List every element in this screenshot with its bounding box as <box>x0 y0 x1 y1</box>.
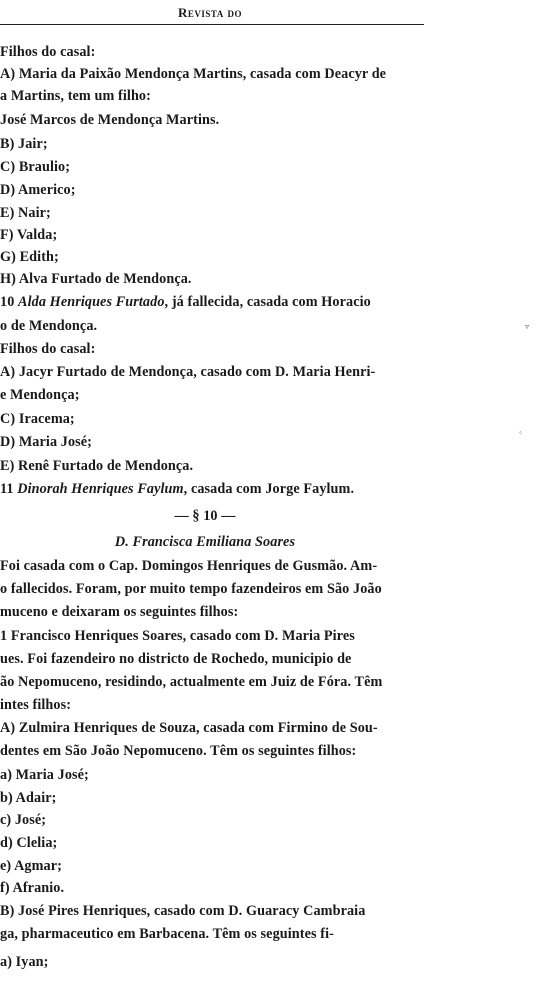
scan-speck: ▿ <box>525 322 530 331</box>
text-line: 1 Francisco Henriques Soares, casado com D. Maria Pires <box>0 628 355 644</box>
text-line: 11 Dinorah Henriques Faylum, casada com Jorge Faylum. <box>0 481 355 497</box>
text-line: A) Jacyr Furtado de Mendonça, casado com D. Maria Henri- <box>0 364 376 380</box>
text-line: H) Alva Furtado de Mendonça. <box>0 271 192 287</box>
text-line: ues. Foi fazendeiro no districto de Rochedo, municipio de <box>0 651 352 667</box>
text-line: d) Clelia; <box>0 835 58 851</box>
text-line: E) Nair; <box>0 205 51 221</box>
text-line: o de Mendonça. <box>0 318 98 334</box>
text-line: b) Adair; <box>0 790 57 806</box>
text-line: a) Iyan; <box>0 954 49 970</box>
text-line: o fallecidos. Foram, por muito tempo fazendeiros em São João <box>0 581 382 597</box>
text-line: Foi casada com o Cap. Domingos Henriques de Gusmão. Am- <box>0 558 378 574</box>
person-name: Dinorah Henriques Faylum <box>17 481 184 497</box>
text-line: e) Agmar; <box>0 858 62 874</box>
person-name: Alda Henriques Furtado <box>18 294 165 310</box>
text-line: Filhos do casal: <box>0 341 96 357</box>
text-line: A) Zulmira Henriques de Souza, casada com Firmino de Sou- <box>0 720 378 736</box>
text-line: C) Iracema; <box>0 411 75 427</box>
text-line: D) Maria José; <box>0 434 93 450</box>
text-line: D) Americo; <box>0 182 76 198</box>
text-line: ão Nepomuceno, residindo, actualmente em Juiz de Fóra. Têm <box>0 674 383 690</box>
text-line <box>0 292 371 312</box>
text-line: E) Renê Furtado de Mendonça. <box>0 458 194 474</box>
text-line: F) Valda; <box>0 227 58 243</box>
text-line: a) Maria José; <box>0 767 89 783</box>
text-line: B) Jair; <box>0 136 48 152</box>
text-line: Filhos do casal: <box>0 44 96 60</box>
text-line: f) Afranio. <box>0 880 65 896</box>
text-line: c) José; <box>0 812 47 828</box>
page-header: Revista do <box>178 5 242 20</box>
text-line: a Martins, tem um filho: <box>0 88 151 104</box>
text-line: B) José Pires Henriques, casado com D. Guaracy Cambraia <box>0 903 366 919</box>
text-line: muceno e deixaram os seguintes filhos: <box>0 604 239 620</box>
text-line: José Marcos de Mendonça Martins. <box>0 112 220 128</box>
text-line: C) Braulio; <box>0 159 71 175</box>
section-heading: — § 10 — <box>174 508 236 524</box>
text-line: dentes em São João Nepomuceno. Têm os seguintes filhos: <box>0 743 357 759</box>
scan-speck: ◦ <box>519 428 522 437</box>
text-line: e Mendonça; <box>0 387 80 403</box>
text-line: ga, pharmaceutico em Barbacena. Têm os seguintes fi- <box>0 926 334 942</box>
section-subtitle: D. Francisca Emiliana Soares <box>114 534 296 550</box>
text-line: G) Edith; <box>0 249 59 265</box>
text-line: A) Maria da Paixão Mendonça Martins, casada com Deacyr de <box>0 66 387 82</box>
text-line: intes filhos: <box>0 697 72 713</box>
text-span: 10 Alda Henriques Furtado, já fallecida, casada com Horacio <box>0 294 371 310</box>
header-rule <box>0 24 424 25</box>
